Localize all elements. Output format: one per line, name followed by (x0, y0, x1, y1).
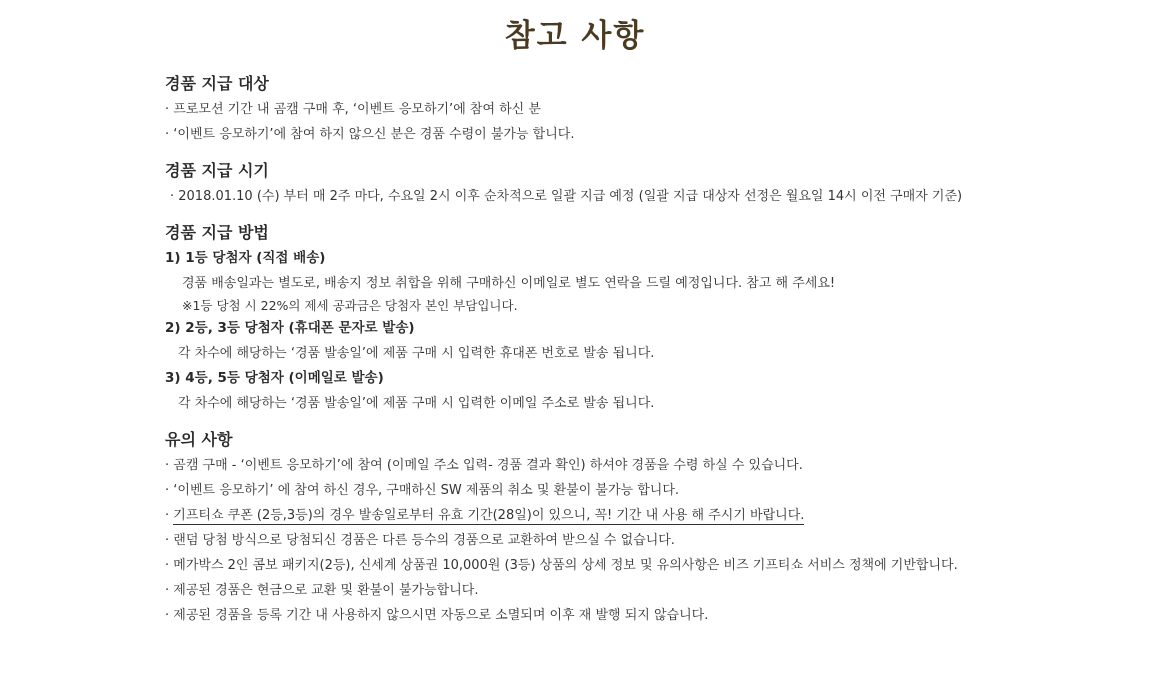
section-delivery-method (165, 221, 1005, 416)
precaution-line: · 곰캠 구매 - ‘이벤트 응모하기’에 참여 (이메일 주소 입력- 경품 결과 확인) 하셔야 경품을 수령 하실 수 있습니다. (165, 458, 803, 473)
page-title: 참고 사항 (504, 18, 646, 54)
section-timing (165, 159, 1005, 209)
delivery-item-text: 각 차수에 해당하는 ‘경품 발송일’에 제품 구매 시 입력한 이메일 주소로 발송 됩니다. (178, 396, 655, 411)
precaution-bullet: · (165, 508, 174, 523)
delivery-item-note: ※1등 당첨 시 22%의 제세 공과금은 당첨자 본인 부담입니다. (182, 298, 518, 313)
eligibility-line: · ‘이벤트 응모하기’에 참여 하지 않으신 분은 경품 수령이 불가능 합니다. (165, 127, 575, 142)
delivery-item-text: 각 차수에 해당하는 ‘경품 발송일’에 제품 구매 시 입력한 휴대폰 번호로 발송 됩니다. (178, 346, 655, 361)
notice-content (165, 72, 1005, 628)
precaution-line: · 제공된 경품을 등록 기간 내 사용하지 않으시면 자동으로 소멸되며 이후 재 발행 되지 않습니다. (165, 608, 709, 623)
delivery-item-label: 3) 4등, 5등 당첨자 (이메일로 발송) (165, 370, 384, 386)
section-heading: 경품 지급 방법 (165, 223, 269, 242)
section-precautions (165, 428, 1005, 628)
timing-line: · 2018.01.10 (수) 부터 매 2주 마다, 수요일 2시 이후 순차적으로 일괄 지급 예정 (일괄 지급 대상자 선정은 월요일 14시 이전 구매자 기준) (170, 189, 963, 204)
delivery-item-label: 2) 2등, 3등 당첨자 (휴대폰 문자로 발송) (165, 320, 415, 336)
gifticon-notice: 기프티쇼 쿠폰 (2등,3등)의 경우 발송일로부터 유효 기간(28일)이 있으니, 꼭! 기간 내 사용 해 주시기 바랍니다. (173, 508, 805, 523)
delivery-item-text: 경품 배송일과는 별도로, 배송지 정보 취합을 위해 구매하신 이메일로 별도 연락을 드릴 예정입니다. 참고 해 주세요! (182, 276, 836, 291)
section-eligibility (165, 72, 1005, 147)
precaution-line: · ‘이벤트 응모하기’ 에 참여 하신 경우, 구매하신 SW 제품의 취소 및 환불이 불가능 합니다. (165, 483, 680, 498)
section-heading: 경품 지급 시기 (165, 161, 269, 180)
eligibility-line: · 프로모션 기간 내 곰캠 구매 후, ‘이벤트 응모하기’에 참여 하신 분 (165, 102, 541, 117)
delivery-item-label: 1) 1등 당첨자 (직접 배송) (165, 250, 326, 266)
section-heading: 유의 사항 (165, 430, 233, 449)
precaution-line: · 랜덤 당첨 방식으로 당첨되신 경품은 다른 등수의 경품으로 교환하여 받으실 수 없습니다. (165, 533, 675, 548)
precaution-line: · 메가박스 2인 콤보 패키지(2등), 신세계 상품권 10,000원 (3등) 상품의 상세 정보 및 유의사항은 비즈 기프티쇼 서비스 정책에 기반합니다. (165, 558, 958, 573)
precaution-line (165, 503, 1005, 528)
precaution-line: · 제공된 경품은 현금으로 교환 및 환불이 불가능합니다. (165, 583, 479, 598)
section-heading: 경품 지급 대상 (165, 74, 269, 93)
